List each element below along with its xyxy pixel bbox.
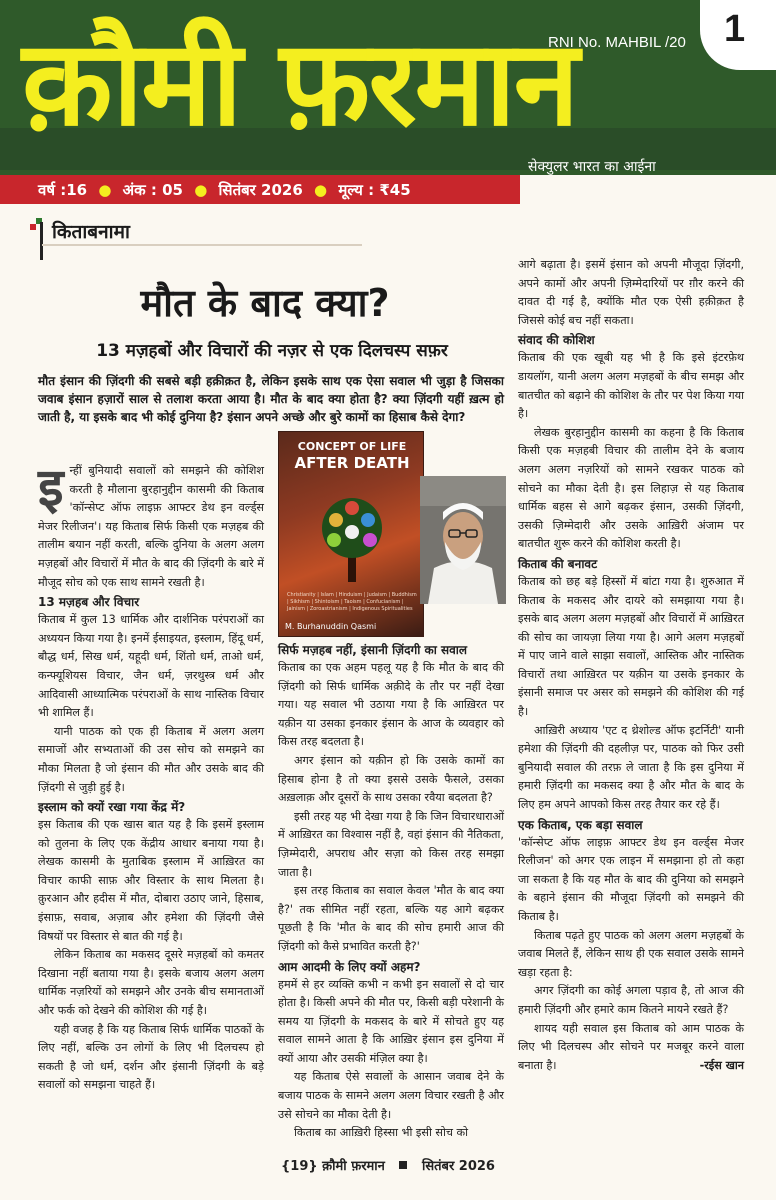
paragraph: किताब की एक खूबी यह भी है कि इसे इंटरफ़ेथ डायलॉग, यानी अलग अलग मज़हबों के बीच समझ और बातचीत को बढ़ाने की कोशिश के तौर पर पेश किया गया है। <box>518 351 744 421</box>
page-footer <box>0 1156 776 1174</box>
article-subhead: 13 मज़हबों और विचारों की नज़र से एक दिलचस्प सफ़र <box>96 341 448 361</box>
issue-meta <box>38 180 417 200</box>
subheading: किताब की बनावट <box>518 556 598 571</box>
section-divider <box>42 244 362 246</box>
subheading: संवाद की कोशिश <box>518 333 595 348</box>
author-portrait <box>420 476 506 604</box>
paragraph: शायद यही सवाल इस किताब को आम पाठक के लिए भी दिलचस्प और सोचने पर मजबूर करने वाला बनाता है। -रईस खान <box>518 1020 744 1076</box>
article-column-2 <box>278 640 504 1143</box>
paragraph: लेकिन किताब का मकसद दूसरे मज़हबों को कमतर दिखाना नहीं बताया गया है। इसके बजाय अलग अलग धार्मिक नज़रियों को समझने और उनके बीच समानताओं और फर्क को देखने की कोशिश की गई है। <box>38 948 264 1018</box>
paragraph: लेखक बुरहानुद्दीन कासमी का कहना है कि किताब किसी एक मज़हबी विचार की तालीम देने के बजाय अलग अलग नज़रियों को सामने रखकर पाठक को सोचने का मौका देती है। इस लिहाज़ से यह किताब धार्मिक बहस से आगे बढ़कर इंसान, उसकी ज़िंदगी, उसकी ज़िम्मेदारी और उसके आख़िरी अंजाम पर बातचीत शुरू करने की कोशिश करती है। <box>518 425 744 551</box>
subheading: इस्लाम को क्यों रखा गया केंद्र में? <box>38 800 186 815</box>
byline: -रईस खान <box>699 1058 744 1072</box>
paragraph: आख़िरी अध्याय 'एट द थ्रेशोल्ड ऑफ इटर्निटी' यानी हमेशा की ज़िंदगी की दहलीज़ पर, पाठक को फिर उसी बुनियादी सवाल की तरफ़ ले जाता है कि इस दुनिया में हमारी ज़िंदगी का मकसद क्या है और मौत के बाद के लिए हम अपने आपको किस तरह तैयार कर रहे हैं। <box>518 723 744 812</box>
paragraph: 'कॉन्सेप्ट ऑफ लाइफ़ आफ्टर डेथ इन वर्ल्ड्स मेजर रिलीजन' को अगर एक लाइन में समझाना हो तो कहा जा सकता है कि यह मौत के बाद की दुनिया को समझने के बहाने इंसान की मौजूदा ज़िंदगी को समझने की किताब है। <box>518 835 744 923</box>
paragraph: हममें से हर व्यक्ति कभी न कभी इन सवालों से दो चार होता है। किसी अपने की मौत पर, किसी बड़ी परेशानी के समय या ज़िंदगी के मकसद के बारे में सोचते हुए यह सवाल सामने आता है कि आख़िर इंसान इस दुनिया में क्यों आया और उसकी मंज़िल क्या है। <box>278 977 504 1065</box>
section-marker-icon <box>30 218 46 238</box>
issue-number: अंक : 05 <box>122 181 183 199</box>
article-intro: मौत इंसान की ज़िंदगी की सबसे बड़ी हक़ीक़त है, लेकिन इसके साथ एक ऐसा सवाल भी जुड़ा है जिसका जवाब इंसान हज़ारों साल से तलाश करता आया है। मौत के बाद क्या होता है? क्या ज़िंदगी यहीं ख़त्म हो जाती है, या इसके बाद भी कोई दुनिया है? इंसान अपने अच्छे और बुरे कामों का हिसाब कैसे देगा? <box>38 374 504 424</box>
paragraph: यही वजह है कि यह किताब सिर्फ धार्मिक पाठकों के लिए नहीं, बल्कि उन लोगों के लिए भी दिलचस्प हो सकती है जो धर्म, दर्शन और इंसानी ज़िंदगी के बड़े सवालों को समझना चाहते हैं। <box>38 1022 264 1092</box>
drop-cap: इ <box>38 458 64 518</box>
paragraph: इस तरह किताब का सवाल केवल 'मौत के बाद क्या है?' तक सीमित नहीं रहता, बल्कि यह आगे बढ़कर पूछती है कि 'मौत के बाद की सोच हमारी आज की ज़िंदगी को कैसे प्रभावित करती है?' <box>278 884 504 953</box>
book-cover-image <box>278 431 424 637</box>
subheading: सिर्फ मज़हब नहीं, इंसानी ज़िंदगी का सवाल <box>278 643 468 657</box>
bullet-icon: ● <box>314 181 328 199</box>
paragraph: किताब को छह बड़े हिस्सों में बांटा गया है। शुरुआत में किताब के मकसद और दायरे को समझाया गया है। इसके बाद अलग अलग मज़हबों और विचारों में आख़िरत की सोच का जायज़ा लिया गया है। आगे अलग मज़हबों में पाए जाने वाले साझा सवालों, आस्तिक और नास्तिक विचारों तथा आख़िरत पर यक़ीन या उसके इनकार के इंसानी समाज पर असर को समझने की कोशिश की गई है। <box>518 574 744 719</box>
article-column-3 <box>518 256 744 1075</box>
footer-month: सितंबर 2026 <box>421 1159 495 1174</box>
paragraph: यह किताब ऐसे सवालों के आसान जवाब देने के बजाय पाठक के सामने अलग अलग विचार रखती है और उसे सोचने का मौका देती है। <box>278 1070 504 1121</box>
book-title-line1: CONCEPT OF LIFE <box>297 440 407 453</box>
paragraph: इन्हीं बुनियादी सवालों को समझने की कोशिश करती है मौलाना बुरहानुद्दीन कासमी की किताब 'कॉन्सेप्ट ऑफ लाइफ़ आफ्टर डेथ इन वर्ल्ड्स मेजर रिलीजन'। यह किताब सिर्फ किसी एक मज़हब की तालीम बयान नहीं करती, बल्कि दुनिया के अलग अलग मज़हबों और विचारों में मौत के बाद की ज़िंदगी के बारे में मौजूद सोच को एक साथ सामने रखती है। <box>38 458 264 589</box>
subheading: आम आदमी के लिए क्यों अहम? <box>278 959 421 974</box>
newspaper-title: क़ौमी फ़रमान <box>22 14 578 152</box>
masthead <box>0 0 776 175</box>
paragraph: इसी तरह यह भी देखा गया है कि जिन विचारधाराओं में आख़िरत का विश्वास नहीं है, वहां इंसान की नैतिकता, ज़िम्मेदारी, अपराध और सज़ा को किस तरह समझा जाता है। <box>278 809 504 879</box>
paragraph: किताब का आख़िरी हिस्सा भी इसी सोच को <box>294 1126 469 1140</box>
subheading: 13 मज़हब और विचार <box>38 595 140 610</box>
paragraph: अगर इंसान को यक़ीन हो कि उसके कामों का हिसाब होना है तो क्या इससे उसके फैसले, उसका अख़लाक़ और दूसरों के साथ उसका रवैया बदलता है? <box>278 753 504 805</box>
paragraph: इस किताब की एक खास बात यह है कि इसमें इस्लाम को तुलना के लिए एक केंद्रीय आधार बनाया गया है। लेखक कासमी के मुताबिक इस्लाम में आख़िरत का विचार काफी साफ़ और विस्तार के साथ मिलता है। क़ुरआन और हदीस में मौत, दोबारा उठाए जाने, हिसाब, इंसाफ़, सवाब, अज़ाब और हमेशा की ज़िंदगी जैसे विषयों पर विस्तार से बात की गई है। <box>38 818 264 943</box>
bullet-icon: ● <box>98 181 112 199</box>
paragraph: किताब में कुल 13 धार्मिक और दार्शनिक परंपराओं का अध्ययन किया गया है। इनमें ईसाइयत, इस्लाम, हिंदू धर्म, बौद्ध धर्म, सिख धर्म, यहूदी धर्म, शिंतो धर्म, ताओ धर्म, कन्फ्यूशियस विचार, जैन धर्म, ज़रथुस्त्र धर्म और आदिवासी आध्यात्मिक परंपराओं के साथ नास्तिक विचार भी शामिल हैं। <box>38 613 264 720</box>
square-icon <box>399 1161 407 1169</box>
paragraph: आगे बढ़ाता है। इसमें इंसान को अपनी मौजूदा ज़िंदगी, अपने कामों और अपनी ज़िम्मेदारियों पर ग़ौर करने की दावत दी गई है, क्योंकि मौत एक ऐसी हक़ीक़त है जिससे कोई बच नहीं सकता। <box>518 258 744 327</box>
section-label: किताबनामा <box>52 221 130 243</box>
bullet-icon: ● <box>194 181 208 199</box>
paragraph: यानी पाठक को एक ही किताब में अलग अलग समाजों और सभ्यताओं की उस सोच को समझने का मौका मिलता है जो इंसान की मौत और उसके बाद की ज़िंदगी से जुड़ी हुई है। <box>38 724 264 794</box>
paragraph: अगर ज़िंदगी का कोई अगला पड़ाव है, तो आज की हमारी ज़िंदगी और हमारे काम कितने मायने रखते हैं? <box>518 984 744 1016</box>
tagline: सेक्युलर भारत का आईना <box>528 159 656 175</box>
page-number: 1 <box>724 8 746 50</box>
book-religion-list: Christianity | Islam | Hinduism | Judaism | Buddhism | Sikhism | Shintoism | Taoism | Confucianism | Jainism | Zoroastrianism | Indigenous Spiritualities <box>287 592 417 612</box>
article-column-1 <box>38 458 264 1095</box>
footer-page-number: {19} <box>281 1159 318 1174</box>
article-headline: मौत के बाद क्या? <box>140 281 390 325</box>
rni-number: RNI No. MAHBIL /20 <box>548 34 686 51</box>
subheading: एक किताब, एक बड़ा सवाल <box>518 817 643 832</box>
volume: वर्ष :16 <box>38 181 88 199</box>
book-title-line2: AFTER DEATH <box>294 454 410 472</box>
paragraph: किताब का एक अहम पहलू यह है कि मौत के बाद की ज़िंदगी को सिर्फ धार्मिक अक़ीदे के तौर पर नहीं देखा गया। यह सवाल भी उठाया गया है कि आख़िरत पर यक़ीन या उसका इनकार इंसान के आज के व्यवहार को किस तरह बदलता है। <box>278 661 504 749</box>
issue-month: सितंबर 2026 <box>218 181 303 199</box>
footer-paper-name: क़ौमी फ़रमान <box>322 1159 385 1174</box>
paragraph: किताब पढ़ते हुए पाठक को अलग अलग मज़हबों के जवाब मिलते हैं, लेकिन साथ ही एक सवाल उसके सामने खड़ा रहता है: <box>518 928 744 979</box>
tree-icon <box>312 494 392 584</box>
book-author: M. Burhanuddin Qasmi <box>285 622 377 631</box>
price: मूल्य : ₹45 <box>338 181 411 199</box>
